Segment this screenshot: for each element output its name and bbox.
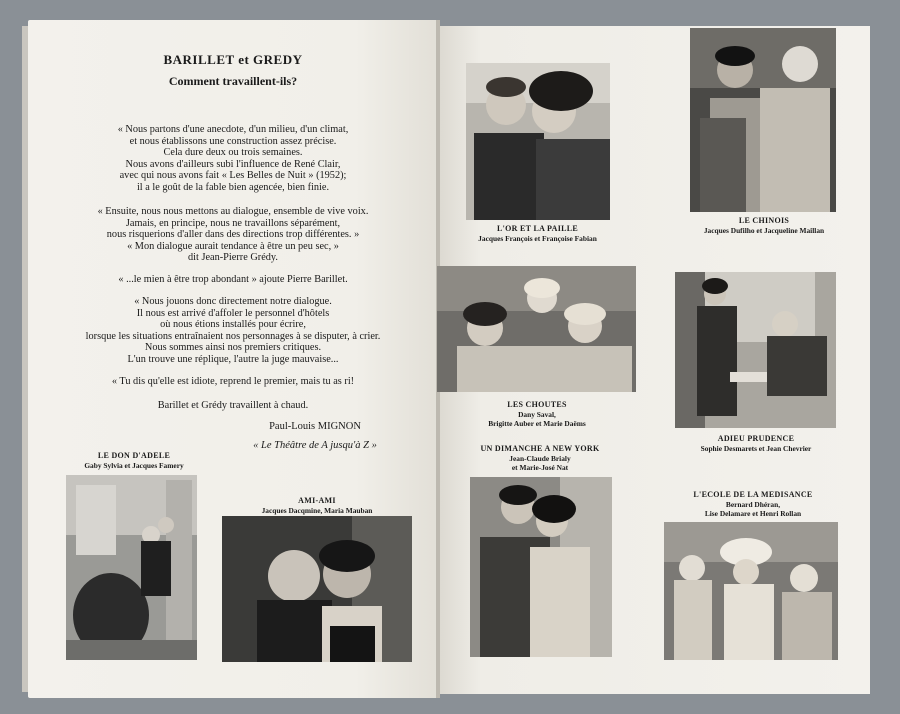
text-line: Il nous est arrivé d'affoler le personnel d'hôtels <box>136 307 330 319</box>
text-line: « Mon dialogue aurait tendance à être un peu sec, » <box>127 240 339 252</box>
text-line: « Tu dis qu'elle est idiote, reprend le premier, mais tu as ri! <box>111 376 355 387</box>
caption-title: UN DIMANCHE A NEW YORK <box>480 444 600 453</box>
text-line: Barillet et Grédy travaillent à chaud. <box>157 400 309 411</box>
text-line: il a le goût de la fable bien agencée, bien finie. <box>136 181 330 193</box>
caption-cast: Jacques Dacqmine, Maria Mauban <box>261 505 373 515</box>
text-line: dit Jean-Pierre Grédy. <box>188 252 278 264</box>
caption-cast: et Marie-José Nat <box>511 463 569 472</box>
text-line: lorsque les situations entraînaient nos personnages à se disputer, à crier. <box>85 330 381 342</box>
photo-le-don-dadele <box>66 475 197 660</box>
caption-cast: Jean-Claude Brialy <box>509 453 571 463</box>
caption-title: LES CHOUTES <box>507 400 567 409</box>
caption-les-choutes <box>447 400 627 429</box>
caption-title: L'ECOLE DE LA MEDISANCE <box>693 490 813 499</box>
text-line: nous risquerions d'aller dans des directions trop différentes. » <box>106 229 360 241</box>
photo-les-choutes <box>437 266 636 392</box>
caption-un-dimanche-a-new-york <box>450 444 630 473</box>
photo-lor-et-la-paille <box>466 63 610 220</box>
caption-cast: Dany Saval, <box>518 409 556 419</box>
text-line: « ...le mien à être trop abondant » ajoute Pierre Barillet. <box>118 274 348 285</box>
caption-title: ADIEU PRUDENCE <box>717 434 795 443</box>
author-signature: Paul-Louis MIGNON <box>269 421 361 432</box>
caption-lor-et-la-paille <box>450 224 625 243</box>
caption-lecole-de-la-medisance <box>660 490 846 519</box>
paragraph-4 <box>40 296 426 366</box>
caption-cast: Bernard Dhéran, <box>725 499 781 509</box>
text-line: Nous avons d'ailleurs subi l'influence de René Clair, <box>125 158 341 170</box>
text-line: Cela dure deux ou trois semaines. <box>163 147 303 159</box>
caption-cast: Lise Delamare et Henri Rollan <box>704 509 802 518</box>
caption-title: LE DON D'ADELE <box>97 451 171 460</box>
article-subheading: Comment travaillent-ils? <box>168 74 298 88</box>
caption-cast: Jacques Dufilho et Jacqueline Maillan <box>703 225 825 235</box>
paragraph-5 <box>40 376 426 388</box>
caption-title: L'OR ET LA PAILLE <box>496 224 579 233</box>
photo-ami-ami <box>222 516 412 662</box>
photo-adieu-prudence <box>675 272 836 428</box>
photo-un-dimanche-a-new-york <box>470 477 612 657</box>
text-line: où nous étions installés pour écrire, <box>160 319 306 331</box>
text-line: « Ensuite, nous nous mettons au dialogue, ensemble de vive voix. <box>97 206 369 217</box>
text-line: « Nous partons d'une anecdote, d'un milieu, d'un climat, <box>117 124 349 135</box>
caption-title: AMI-AMI <box>298 496 336 505</box>
caption-le-chinois <box>672 216 856 235</box>
paragraph-1 <box>40 124 426 194</box>
photo-le-chinois <box>690 28 836 212</box>
text-line: Nous sommes ainsi nos premiers critiques. <box>144 342 322 354</box>
caption-adieu-prudence <box>662 434 850 453</box>
text-line: L'un trouve une réplique, l'autre la juge mauvaise... <box>127 353 339 365</box>
photo-lecole-de-la-medisance <box>664 522 838 660</box>
text-line: et nous établissons une construction assez précise. <box>129 135 337 147</box>
caption-ami-ami <box>222 496 412 515</box>
caption-cast: Sophie Desmarets et Jean Chevrier <box>700 443 812 453</box>
text-line: Jamais, en principe, nous ne travaillons séparément, <box>125 217 341 229</box>
paragraph-2 <box>40 206 426 264</box>
caption-cast: Brigitte Auber et Marie Daëms <box>488 419 586 428</box>
caption-cast: Jacques François et Françoise Fabian <box>478 233 597 243</box>
caption-le-don-dadele <box>54 451 214 470</box>
text-line: « Nous jouons donc directement notre dialogue. <box>134 296 332 307</box>
caption-title: LE CHINOIS <box>738 216 790 225</box>
caption-cast: Gaby Sylvia et Jacques Famery <box>84 460 184 470</box>
paragraph-6 <box>40 400 426 412</box>
paragraph-3 <box>40 274 426 286</box>
source-title: « Le Théâtre de A jusqu'à Z » <box>253 440 377 451</box>
text-line: avec qui nous avons fait « Les Belles de Nuit » (1952); <box>119 170 347 182</box>
article-heading: BARILLET et GREDY <box>163 52 303 67</box>
